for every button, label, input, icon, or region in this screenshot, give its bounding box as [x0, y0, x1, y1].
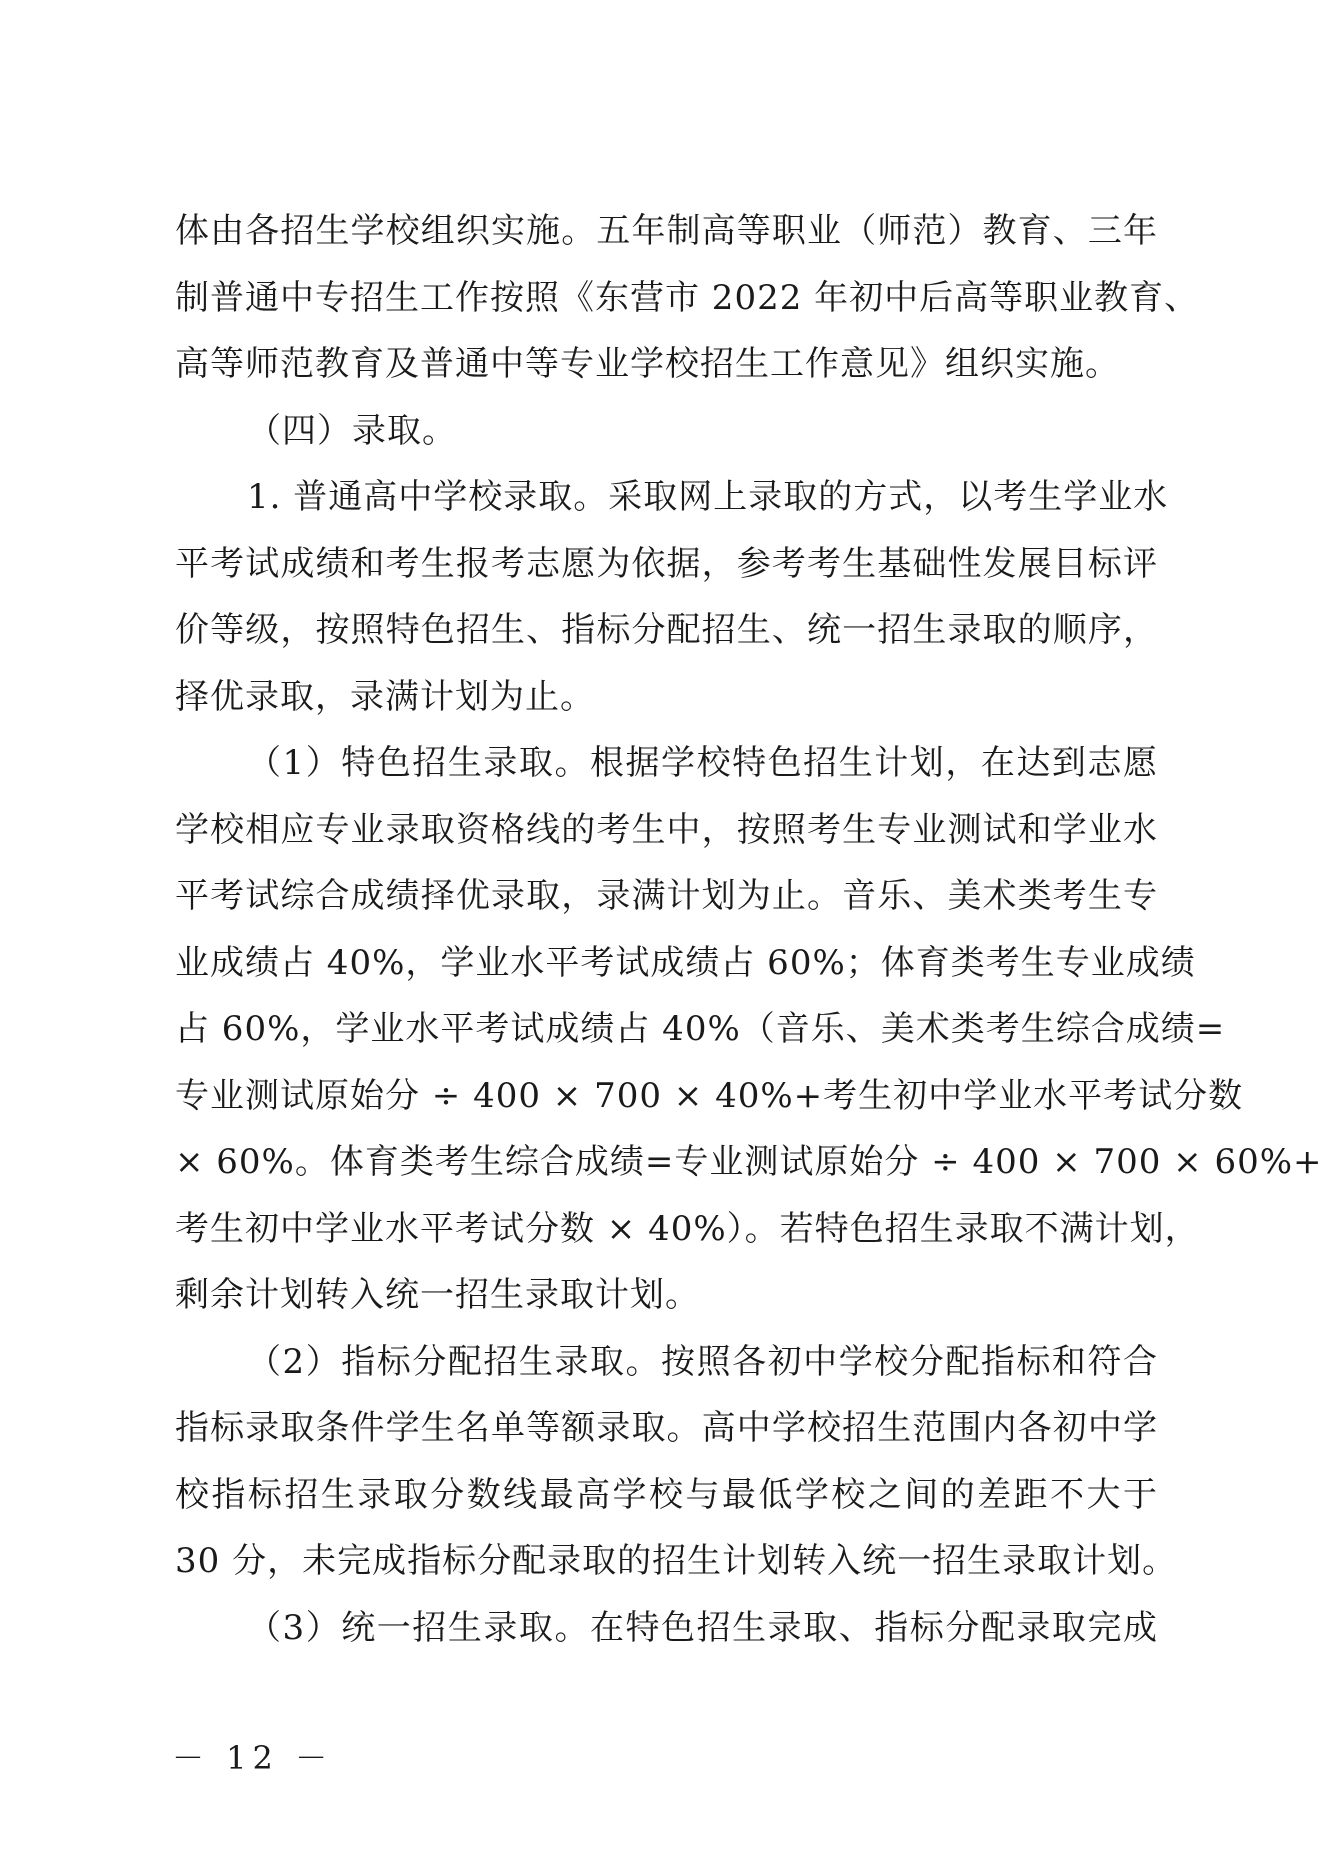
text-line: 1. 普通高中学校录取。采取网上录取的方式，以考生学业水	[247, 477, 1169, 517]
text-line: 业成绩占 40%，学业水平考试成绩占 60%；体育类考生专业成绩	[175, 942, 1196, 983]
text-line: 专业测试原始分 ÷ 400 × 700 × 40%+考生初中学业水平考试分数	[175, 1075, 1244, 1116]
text-line: 剩余计划转入统一招生录取计划。	[175, 1275, 700, 1315]
text-line: （2）指标分配招生录取。按照各初中学校分配指标和符合	[247, 1341, 1158, 1382]
text-line: × 60%。体育类考生综合成绩=专业测试原始分 ÷ 400 × 700 × 60%+	[175, 1142, 1323, 1182]
text-line: （3）统一招生录取。在特色招生录取、指标分配录取完成	[247, 1607, 1158, 1648]
text-line: 制普通中专招生工作按照《东营市 2022 年初中后高等职业教育、	[175, 277, 1200, 318]
text-line: 校指标招生录取分数线最高学校与最低学校之间的差距不大于	[175, 1474, 1158, 1515]
text-line: 择优录取，录满计划为止。	[175, 676, 595, 717]
text-line: 指标录取条件学生名单等额录取。高中学校招生范围内各初中学	[175, 1408, 1158, 1448]
body-text	[175, 198, 1323, 1661]
text-line: 体由各招生学校组织实施。五年制高等职业（师范）教育、三年	[175, 211, 1158, 251]
text-line: （1）特色招生录取。根据学校特色招生计划，在达到志愿	[247, 743, 1158, 783]
text-line: 平考试综合成绩择优录取，录满计划为止。音乐、美术类考生专	[175, 876, 1158, 916]
text-line: 30 分，未完成指标分配录取的招生计划转入统一招生录取计划。	[175, 1541, 1178, 1581]
text-line: 考生初中学业水平考试分数 × 40%）。若特色招生录取不满计划，	[175, 1208, 1200, 1249]
text-line: 学校相应专业录取资格线的考生中，按照考生专业测试和学业水	[175, 809, 1158, 850]
text-line: 平考试成绩和考生报考志愿为依据，参考考生基础性发展目标评	[175, 543, 1158, 584]
text-line: 占 60%，学业水平考试成绩占 40%（音乐、美术类考生综合成绩=	[175, 1009, 1226, 1049]
text-line: 价等级，按照特色招生、指标分配招生、统一招生录取的顺序，	[175, 610, 1158, 650]
section-heading: （四）录取。	[247, 410, 457, 451]
page-number: － 12 －	[172, 1739, 334, 1777]
text-line: 高等师范教育及普通中等专业学校招生工作意见》组织实施。	[175, 344, 1120, 384]
